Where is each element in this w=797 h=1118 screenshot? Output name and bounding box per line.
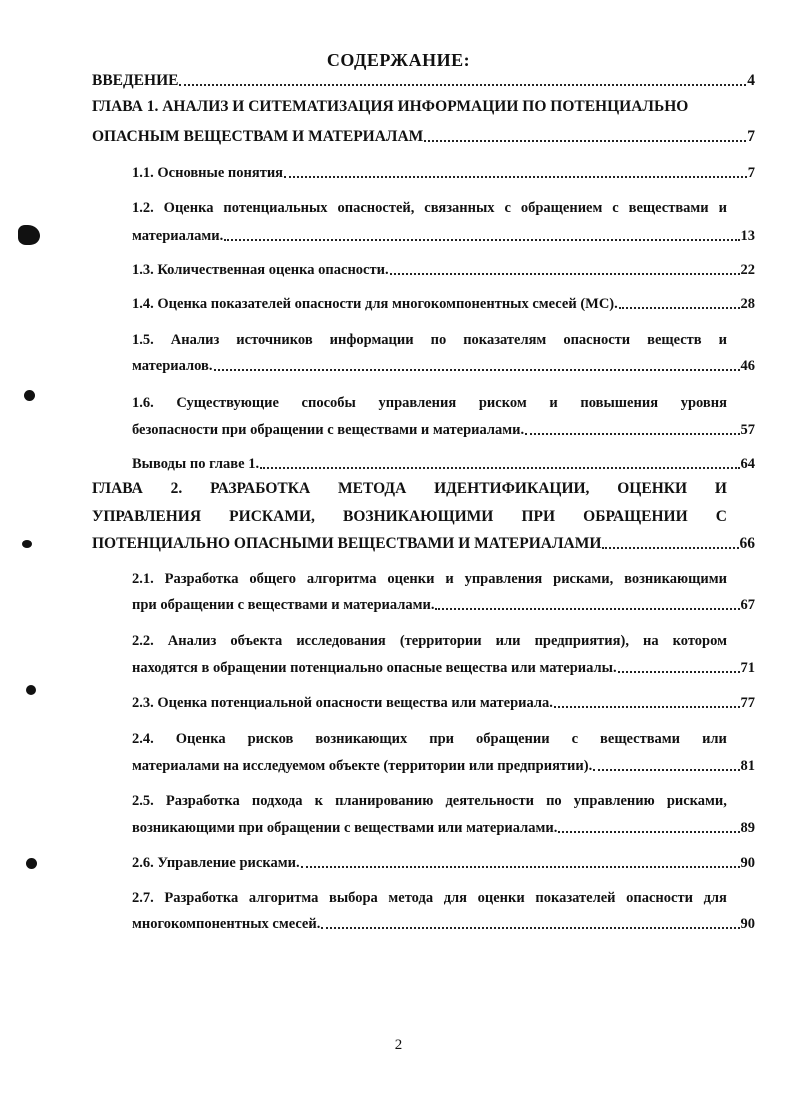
toc-entry-word: МЕТОДА	[338, 480, 407, 497]
toc-entry-word: исследования	[296, 633, 386, 649]
toc-entry-word: опасностей,	[337, 200, 415, 216]
dot-leader	[525, 433, 739, 435]
toc-entry-word: РИСКАМИ,	[229, 508, 315, 525]
toc-entry-word: УПРАВЛЕНИЯ	[92, 508, 202, 525]
toc-entry	[132, 296, 755, 313]
scan-mark	[24, 390, 35, 401]
toc-entry-word: уровня	[680, 395, 727, 411]
dot-leader	[179, 84, 746, 86]
toc-entry-word: показателям	[463, 332, 547, 348]
scan-mark	[26, 685, 36, 695]
dot-leader	[602, 547, 738, 549]
toc-entry-word: с	[504, 200, 511, 216]
toc-entry	[132, 660, 755, 677]
toc-entry-page: 89	[740, 820, 755, 836]
toc-entry-word: обращении	[476, 731, 550, 747]
toc-entry-word: Разработка	[165, 793, 240, 809]
toc-entry-word: подхода	[251, 793, 303, 809]
toc-entry-page: 77	[740, 695, 755, 711]
toc-entry-page: 46	[740, 358, 755, 374]
toc-entry-word: деятельности	[445, 793, 534, 809]
toc-entry	[132, 793, 727, 810]
toc-entry-page: 4	[747, 72, 755, 89]
toc-entry-word: информации	[329, 332, 414, 348]
toc-entry-word: Существующие	[176, 395, 279, 411]
toc-entry-word: 2.1.	[132, 571, 154, 587]
toc-entry	[132, 456, 755, 473]
toc-entry-word: и	[445, 571, 454, 587]
toc-entry-word: обращением	[520, 200, 603, 216]
toc-entry	[132, 916, 755, 933]
toc-entry-text: ОПАСНЫМ ВЕЩЕСТВАМ И МАТЕРИАЛАМ	[92, 128, 424, 145]
toc-entry	[92, 535, 755, 553]
toc-entry-word: рисками,	[666, 793, 727, 809]
scan-mark	[18, 225, 40, 245]
page-number: 2	[394, 1037, 403, 1053]
toc-entry	[132, 228, 755, 245]
toc-entry-word: 1.5.	[132, 332, 154, 348]
toc-entry-word: с	[571, 731, 579, 747]
dot-leader	[390, 273, 740, 275]
toc-entry-word: рисками,	[553, 571, 614, 587]
toc-entry-word: и	[549, 395, 558, 411]
toc-entry-word: 2.5.	[132, 793, 154, 809]
toc-entry	[132, 633, 727, 650]
toc-entry-page: 7	[747, 165, 755, 181]
toc-entry-text: материалов.	[132, 358, 213, 374]
toc-entry-word: С	[715, 508, 727, 525]
toc-entry	[132, 200, 727, 217]
toc-entry-text: 1.4. Оценка показателей опасности для многокомпонентных смесей (МС).	[132, 296, 618, 312]
toc-entry-word: оценки	[387, 571, 435, 587]
toc-entry-word: при	[429, 731, 454, 747]
toc-entry	[132, 731, 727, 748]
toc-entry-word: ВОЗНИКАЮЩИМИ	[343, 508, 494, 525]
toc-entry-word: 2.7.	[132, 890, 154, 906]
toc-entry-word: оценки	[477, 890, 525, 906]
toc-entry-word: 1.6.	[132, 395, 154, 411]
dot-leader	[224, 239, 739, 241]
toc-entry-page: 7	[747, 128, 755, 145]
toc-entry-word: риском	[478, 395, 527, 411]
toc-entry-word: Разработка	[164, 890, 239, 906]
toc-entry-text: ГЛАВА 1. АНАЛИЗ И СИТЕМАТИЗАЦИЯ ИНФОРМАЦИИ ПО ПОТЕНЦИАЛЬНО	[92, 98, 689, 115]
toc-entry-page: 66	[739, 535, 755, 552]
toc-entry-text: ПОТЕНЦИАЛЬНО ОПАСНЫМИ ВЕЩЕСТВАМИ И МАТЕРИАЛАМИ	[92, 535, 602, 552]
toc-entry-page: 81	[740, 758, 755, 774]
toc-entry	[132, 358, 755, 375]
toc-entry-word: ГЛАВА	[92, 480, 143, 497]
toc-entry-text: при обращении с веществами и материалами.	[132, 597, 435, 613]
toc-entry-word: предприятия),	[534, 633, 629, 649]
dot-leader	[619, 307, 740, 309]
toc-entry-word: управления	[378, 395, 457, 411]
toc-entry-page: 64	[740, 456, 755, 472]
toc-entry-word: 2.2.	[132, 633, 154, 649]
toc-entry-word: ОБРАЩЕНИИ	[583, 508, 688, 525]
dot-leader	[214, 369, 740, 371]
toc-entry-word: алгоритма	[248, 890, 319, 906]
toc-entry-word: 1.2.	[132, 200, 154, 216]
toc-entry-page: 90	[740, 916, 755, 932]
toc-entry-word: показателей	[535, 890, 616, 906]
toc-entry-word: 2.	[170, 480, 183, 497]
toc-entry	[132, 332, 727, 349]
toc-entry-word: опасности	[626, 890, 693, 906]
toc-entry-word: источников	[236, 332, 313, 348]
toc-entry-word: управления	[464, 571, 543, 587]
dot-leader	[618, 671, 740, 673]
dot-leader	[284, 176, 747, 178]
toc-entry-text: 1.1. Основные понятия	[132, 165, 284, 181]
toc-entry	[132, 820, 755, 837]
toc-entry-page: 71	[740, 660, 755, 676]
toc-entry-word: для	[703, 890, 727, 906]
toc-entry-text: материалами на исследуемом объекте (территории или предприятии).	[132, 758, 593, 774]
scan-mark	[22, 540, 32, 548]
toc-entry	[132, 395, 727, 412]
toc-entry-word: рисков	[247, 731, 294, 747]
toc-entry-word: возникающими	[624, 571, 727, 587]
toc-entry-word: повышения	[580, 395, 659, 411]
toc-entry-text: многокомпонентных смесей.	[132, 916, 321, 932]
toc-entry-text: Выводы по главе 1.	[132, 456, 260, 472]
toc-entry-word: связанных	[424, 200, 495, 216]
toc-entry-word: Анализ	[170, 332, 220, 348]
toc-entry	[132, 890, 727, 907]
toc-entry	[92, 72, 755, 90]
toc-entry-word: алгоритма	[306, 571, 377, 587]
toc-entry	[92, 508, 727, 526]
toc-entry-page: 13	[740, 228, 755, 244]
toc-entry-word: И	[714, 480, 727, 497]
dot-leader	[424, 140, 746, 142]
toc-entry-word: 2.4.	[132, 731, 154, 747]
toc-entry-text: возникающими при обращении с веществами или материалами.	[132, 820, 558, 836]
toc-entry-text: 1.3. Количественная оценка опасности.	[132, 262, 389, 278]
dot-leader	[435, 608, 739, 610]
toc-entry-word: планированию	[335, 793, 434, 809]
toc-entry	[132, 422, 755, 439]
toc-entry-word: ПРИ	[521, 508, 556, 525]
toc-entry-word: РАЗРАБОТКА	[210, 480, 311, 497]
toc-entry-text: находятся в обращении потенциально опасные вещества или материалы.	[132, 660, 617, 676]
toc-entry-word: веществ	[647, 332, 702, 348]
toc-entry-page: 57	[740, 422, 755, 438]
toc-entry	[132, 855, 755, 872]
toc-entry-page: 90	[740, 855, 755, 871]
toc-entry-word: на	[643, 633, 659, 649]
toc-entry	[92, 98, 727, 116]
toc-entry-word: по	[430, 332, 447, 348]
toc-entry-word: и	[718, 200, 727, 216]
toc-entry-word: общего	[249, 571, 297, 587]
toc-entry-word: котором	[672, 633, 727, 649]
toc-entry	[92, 128, 755, 146]
toc-entry-word: Оценка	[163, 200, 214, 216]
toc-entry-page: 67	[740, 597, 755, 613]
toc-entry-word: или	[702, 731, 727, 747]
toc-entry	[132, 262, 755, 279]
toc-entry-text: безопасности при обращении с веществами и материалами.	[132, 422, 525, 438]
toc-entry-word: управлению	[573, 793, 655, 809]
toc-entry-word: для	[443, 890, 468, 906]
toc-entry-text: 2.3. Оценка потенциальной опасности вещества или материала.	[132, 695, 553, 711]
toc-entry-word: и	[718, 332, 727, 348]
toc-entry-word: по	[546, 793, 562, 809]
toc-entry	[132, 165, 755, 182]
toc-entry	[132, 758, 755, 775]
scan-mark	[26, 858, 37, 869]
dot-leader	[321, 927, 739, 929]
toc-entry-word: метода	[388, 890, 434, 906]
toc-entry-text: 2.6. Управление рисками.	[132, 855, 300, 871]
toc-entry-page: 22	[740, 262, 755, 278]
toc-entry	[132, 597, 755, 614]
toc-entry-word: к	[314, 793, 323, 809]
toc-entry-word: веществами	[628, 200, 709, 216]
toc-entry-word: возникающих	[315, 731, 408, 747]
toc-entry-word: Анализ	[167, 633, 217, 649]
toc-entry-word: опасности	[563, 332, 631, 348]
toc-entry-word: потенциальных	[223, 200, 328, 216]
toc-entry-text: материалами.	[132, 228, 224, 244]
dot-leader	[593, 769, 739, 771]
toc-entry-word: (территории	[399, 633, 482, 649]
toc-entry	[132, 571, 727, 588]
toc-entry-word: с	[612, 200, 619, 216]
dot-leader	[260, 467, 739, 469]
toc-entry	[92, 480, 727, 498]
toc-entry-word: или	[495, 633, 521, 649]
toc-entry-word: выбора	[329, 890, 378, 906]
toc-entry-word: способы	[301, 395, 356, 411]
dot-leader	[558, 831, 739, 833]
toc-entry-word: Разработка	[164, 571, 239, 587]
toc-entry-word: веществами	[600, 731, 681, 747]
toc-entry-word: Оценка	[175, 731, 226, 747]
dot-leader	[554, 706, 740, 708]
toc-title: СОДЕРЖАНИЕ:	[326, 50, 471, 70]
toc-entry	[132, 695, 755, 712]
dot-leader	[301, 866, 740, 868]
toc-entry-page: 28	[740, 296, 755, 312]
toc-entry-text: ВВЕДЕНИЕ	[92, 72, 179, 89]
toc-entry-word: объекта	[230, 633, 283, 649]
toc-entry-word: ОЦЕНКИ	[617, 480, 688, 497]
toc-entry-word: ИДЕНТИФИКАЦИИ,	[434, 480, 590, 497]
